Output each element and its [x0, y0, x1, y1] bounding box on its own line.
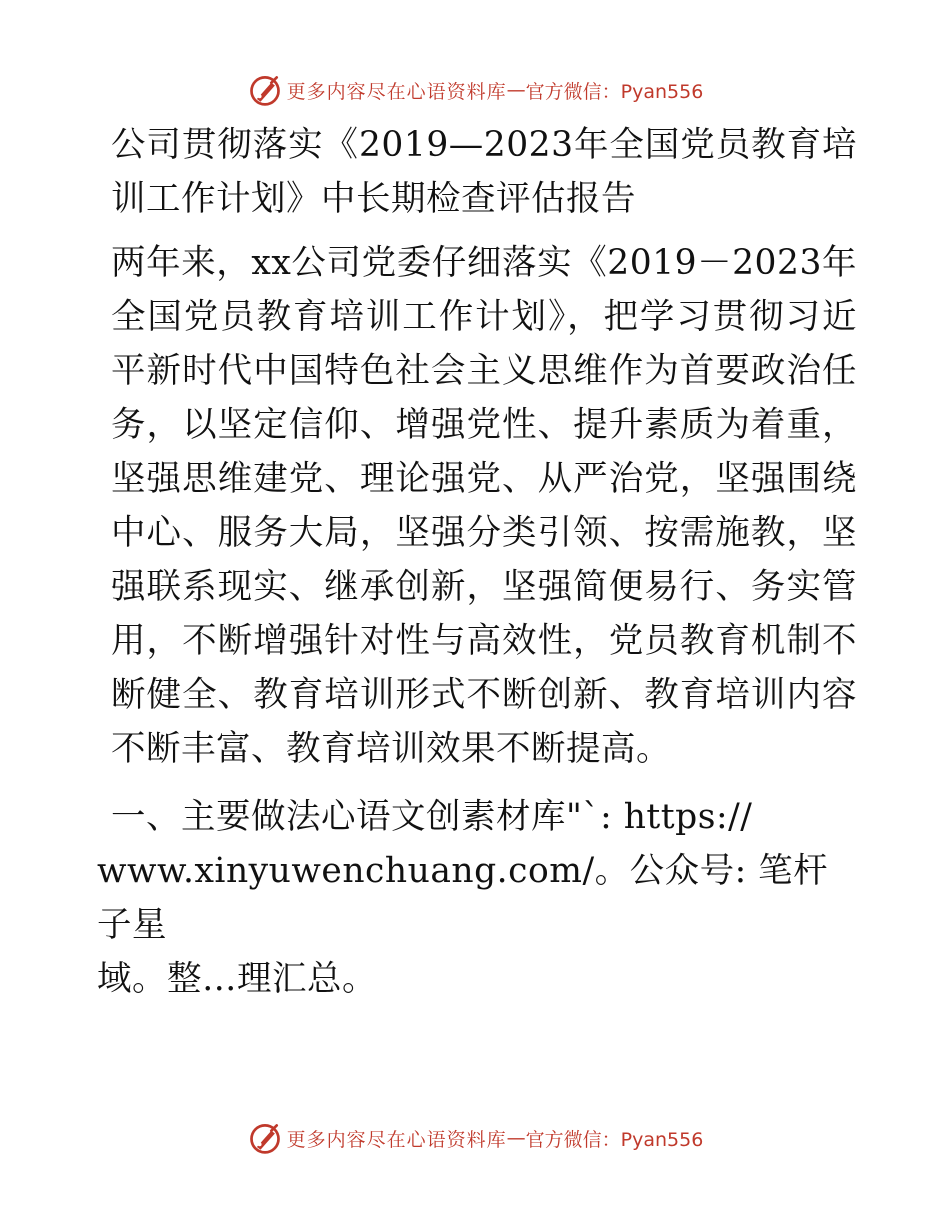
intro-paragraph: 两年来，xx公司党委仔细落实《2019－2023年全国党员教育培训工作计划》，把学习贯彻习近平新时代中国特色社会主义思维作为首要政治任务，以坚定信仰、增强党性、提升素质为着重，坚强思维建党、理论强党、从严治党，坚强围绕中心、服务大局，坚强分类引领、按需施教，坚强联系现实、继承创新，坚强简便易行、务实管用，不断增强针对性与高效性，党员教育机制不断健全、教育培训形式不断创新、教育培训内容不断丰富、教育培训效果不断提高。 — [111, 243, 857, 769]
section-heading-line-2: www.xinyuwenchuang.com/。公众号: 笔杆子星 — [97, 851, 829, 945]
pen-logo-icon — [247, 72, 283, 108]
banner-site-text: 更多内容尽在心语资料库 — [286, 1128, 507, 1151]
section-heading-line-3: 域。整…理汇总。 — [97, 959, 377, 999]
document-title: 公司贯彻落实《2019—2023年全国党员教育培训工作计划》中长期检查评估报告 — [111, 125, 857, 219]
banner-wechat-text: 官方微信：Pyan556 — [525, 1128, 704, 1151]
banner-wechat-text: 官方微信：Pyan556 — [525, 80, 704, 103]
banner-separator: — — [506, 1127, 526, 1149]
header-banner — [0, 70, 950, 110]
banner-site-text: 更多内容尽在心语资料库 — [286, 80, 507, 103]
banner-separator: — — [506, 79, 526, 101]
footer-banner — [0, 1118, 950, 1158]
pen-logo-icon — [247, 1120, 283, 1156]
section-heading-line-1: 一、主要做法心语文创素材库"`: https:// — [111, 797, 753, 837]
document-body — [97, 118, 857, 1006]
